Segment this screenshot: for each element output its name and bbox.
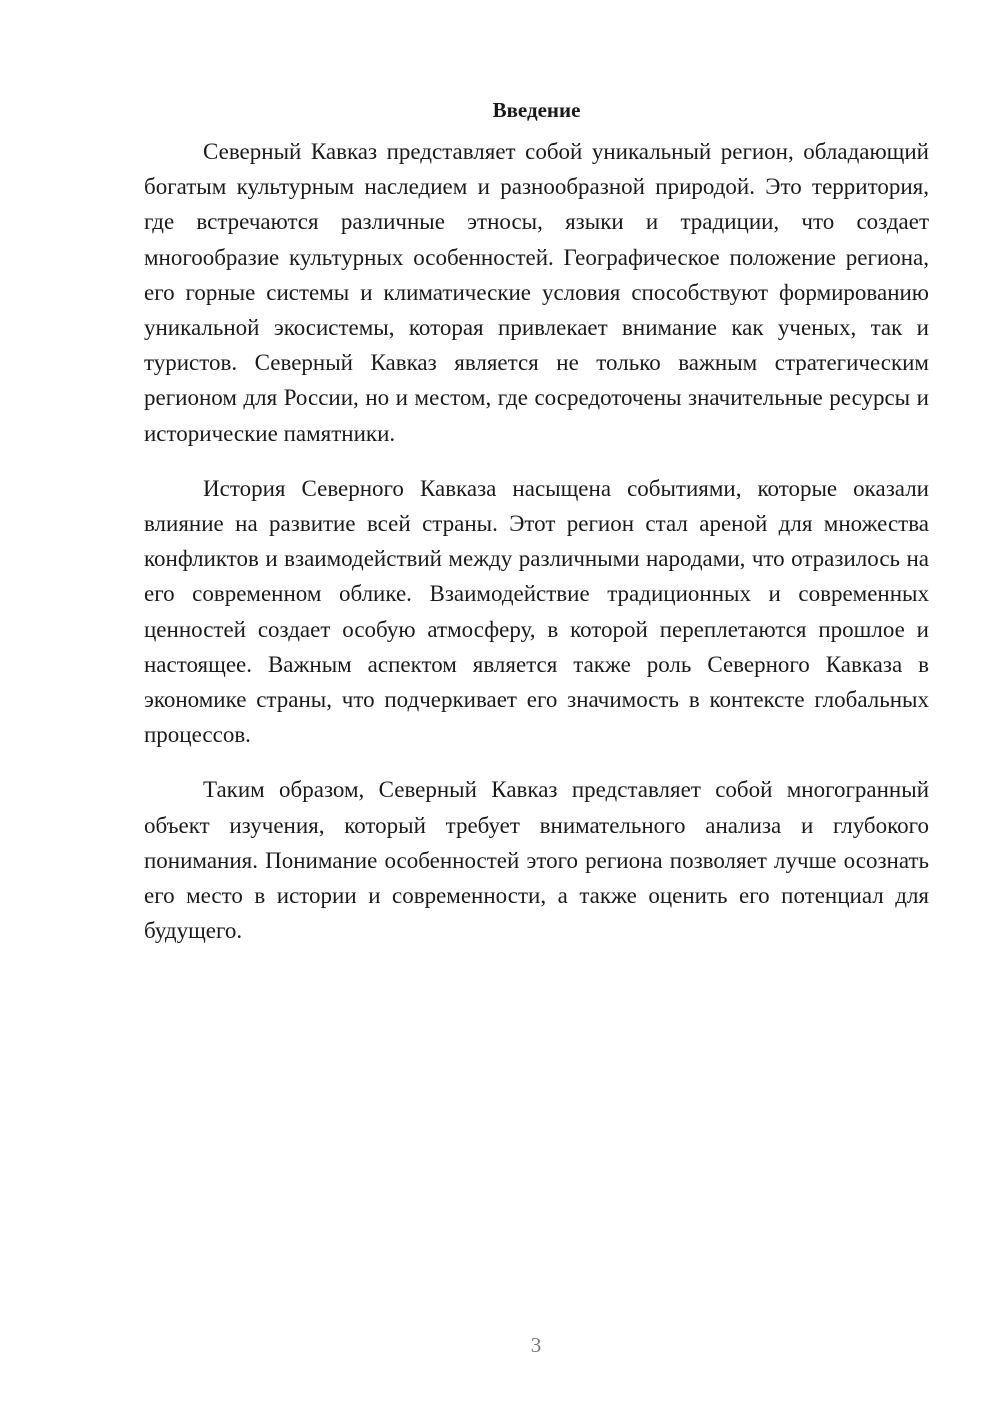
page-title: Введение — [492, 98, 581, 122]
paragraph-2: История Северного Кавказа насыщена событиями, которые оказали влияние на развитие всей страны. Этот регион стал ареной для множества конфликтов и взаимодействий между различными народами, что отразилось на его современном облике. Взаимодействие традиционных и современных ценностей создает особую атмосферу, в которой переплетаются прошлое и настоящее. Важным аспектом является также роль Северного Кавказа в экономике страны, что подчеркивает его значимость в контексте глобальных процессов. — [144, 475, 929, 748]
page-content — [144, 93, 929, 948]
paragraph-1: Северный Кавказ представляет собой уникальный регион, обладающий богатым культурным наследием и разнообразной природой. Это территория, где встречаются различные этносы, языки и традиции, что создает многообразие культурных особенностей. Географическое положение региона, его горные системы и климатические условия способствуют формированию уникальной экосистемы, которая привлекает внимание как ученых, так и туристов. Северный Кавказ является не только важным стратегическим регионом для России, но и местом, где сосредоточены значительные ресурсы и исторические памятники. — [144, 139, 929, 446]
page-number: 3 — [530, 1333, 542, 1357]
paragraph-3: Таким образом, Северный Кавказ представляет собой многогранный объект изучения, который требует внимательного анализа и глубокого понимания. Понимание особенностей этого региона позволяет лучше осознать его место в истории и современности, а также оценить его потенциал для будущего. — [144, 777, 929, 944]
